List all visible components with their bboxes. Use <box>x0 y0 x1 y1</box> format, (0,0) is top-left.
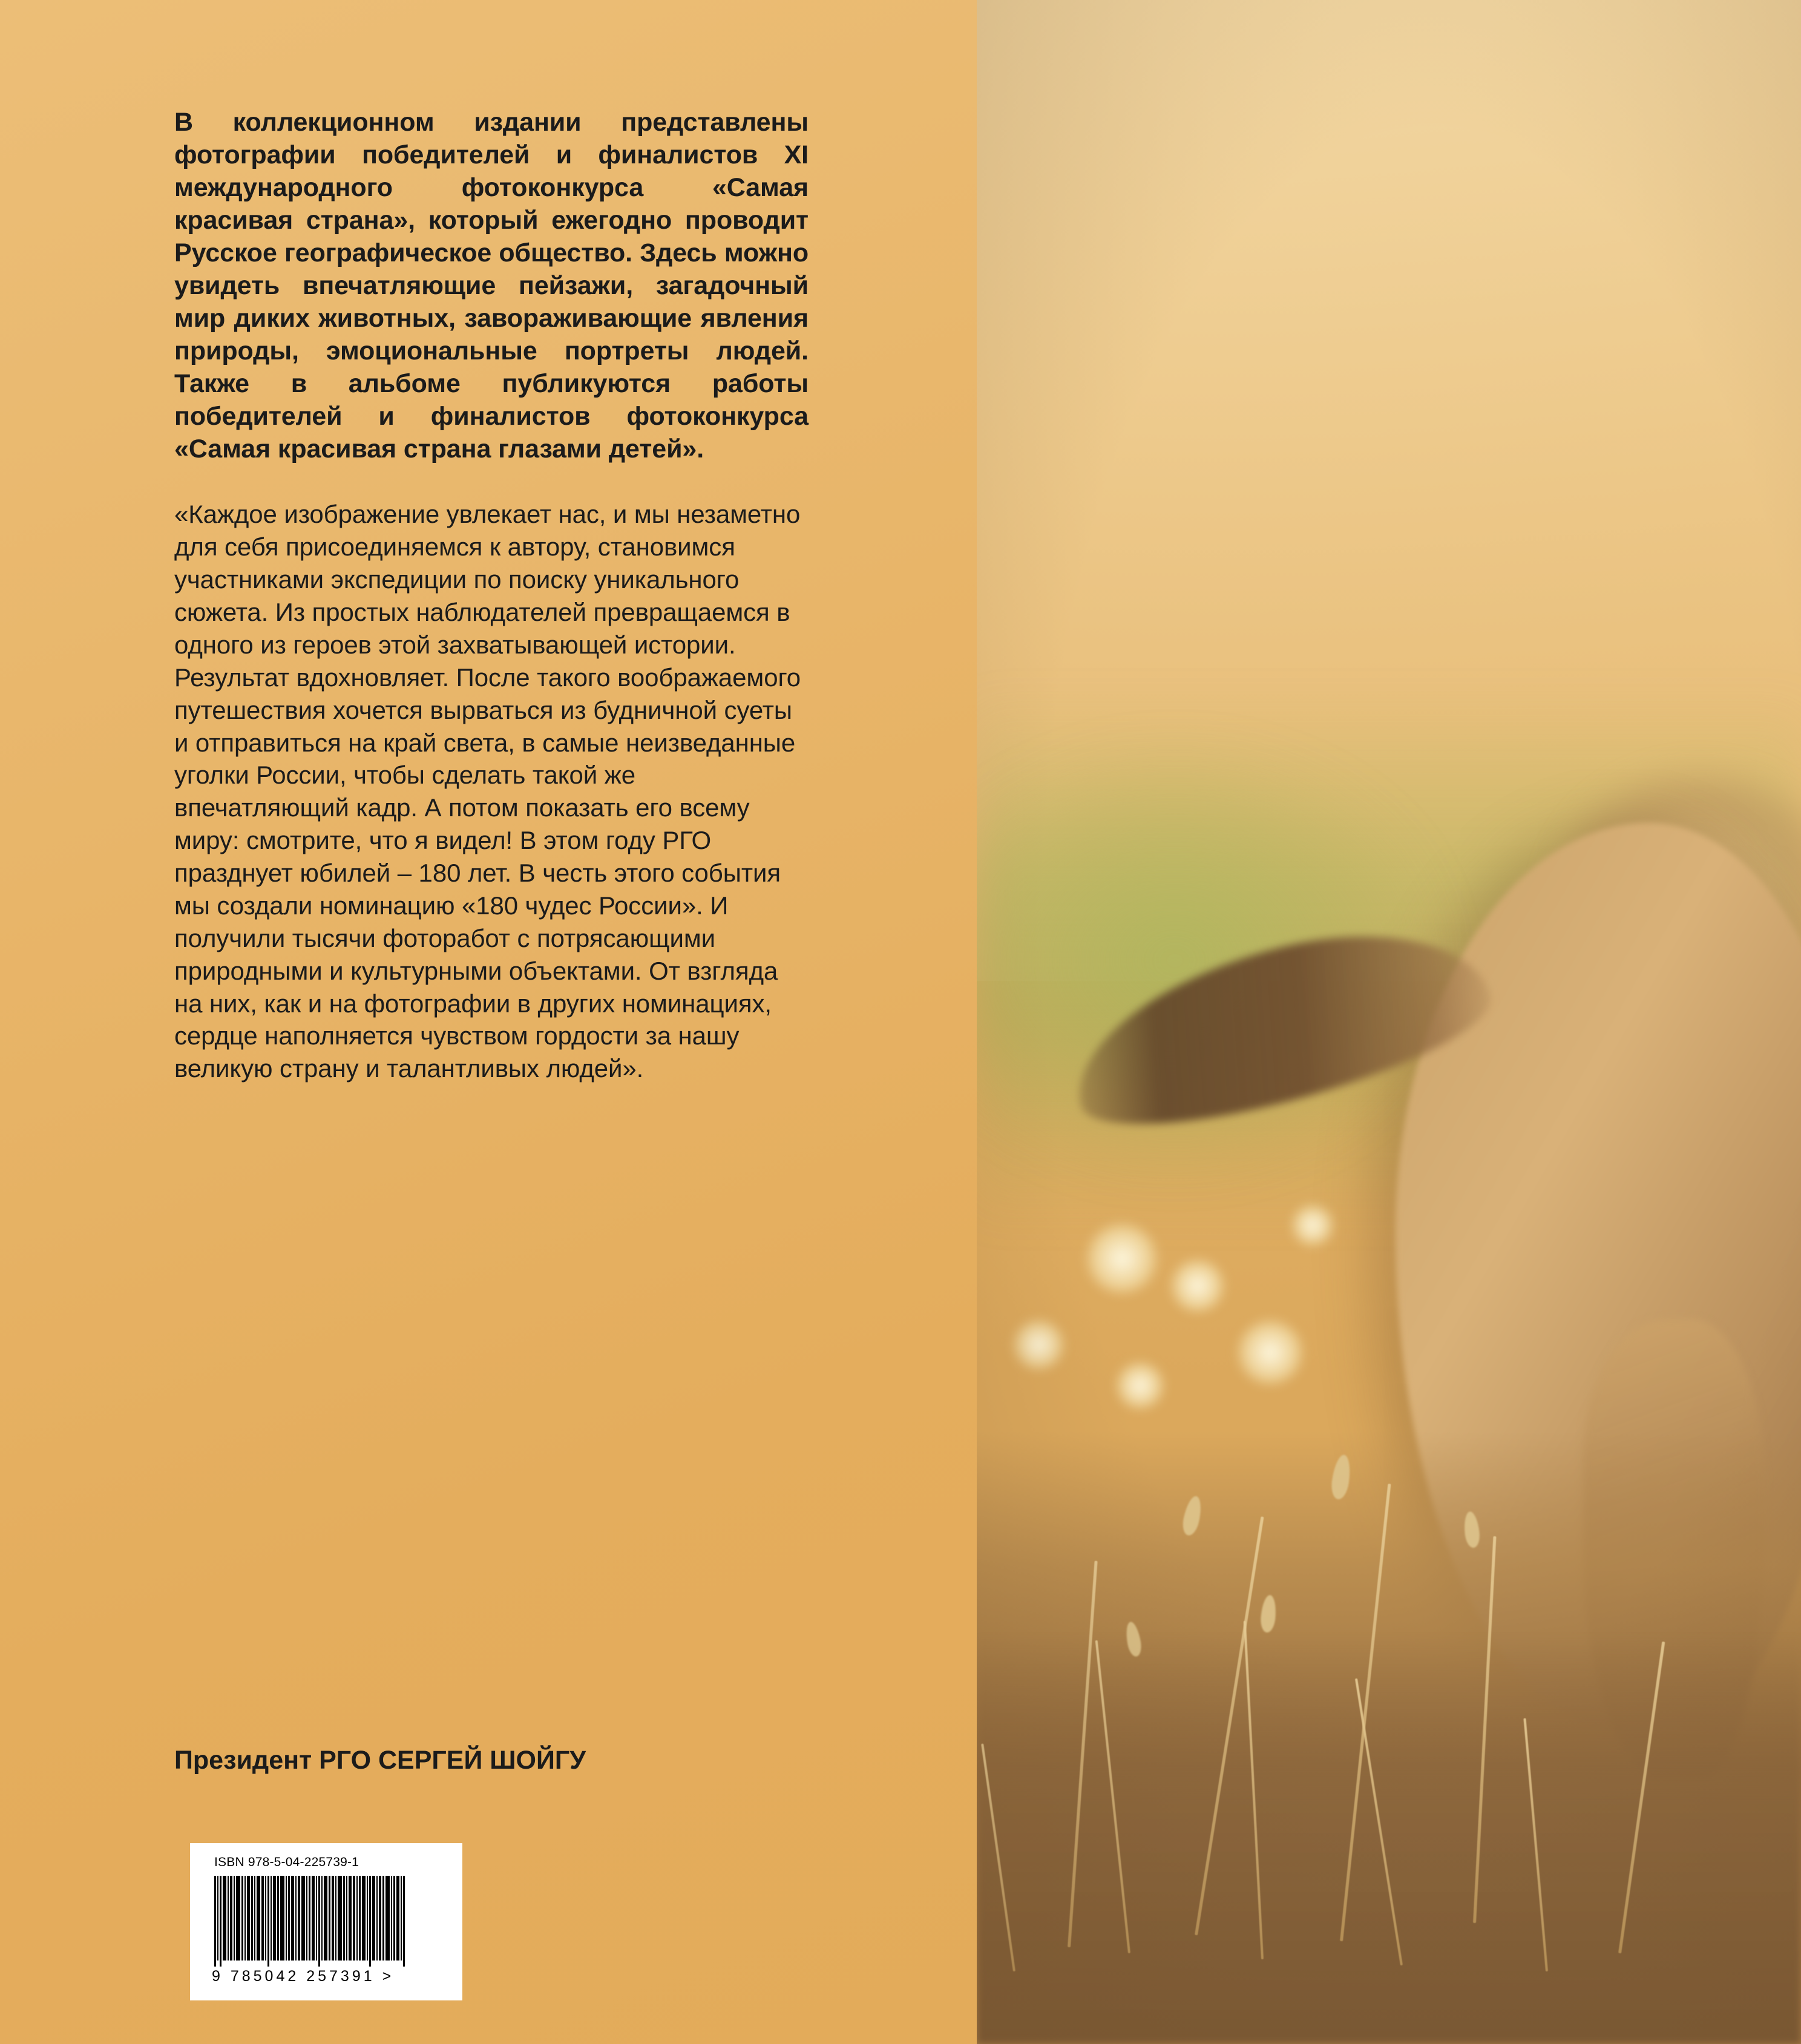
barcode-block <box>190 1843 462 2000</box>
photo-vignette <box>977 0 1801 2044</box>
annotation-text-block <box>174 106 809 1085</box>
barcode-digits: 9 785042 257391 > <box>212 1968 395 1985</box>
barcode-bars <box>214 1876 450 1967</box>
isbn-label: ISBN 978-5-04-225739-1 <box>214 1855 359 1869</box>
annotation-paragraph: В коллекционном издании представлены фотографии победителей и финалистов XI международного фотоконкурса «Самая красивая страна», который ежегодно проводит Русское географическое общество. Здесь можно увидеть впечатляющие пейзажи, загадочный мир диких животных, завораживающие явления природы, эмоциональные портреты людей. Также в альбоме публикуются работы победителей и финалистов фотоконкурса «Самая красивая страна глазами детей». <box>174 108 809 464</box>
cover-photograph <box>977 0 1801 2044</box>
signature-line: Президент РГО СЕРГЕЙ ШОЙГУ <box>174 1746 586 1775</box>
quote-paragraph: «Каждое изображение увлекает нас, и мы незаметно для себя присоединяемся к автору, становимся участниками экспедиции по поиску уникального сюжета. Из простых наблюдателей превращаемся в одного из героев этой захватывающей истории. Результат вдохновляет. После такого воображаемого путешествия хочется вырваться из будничной суеты и отправиться на край света, в самые неизведанные уголки России, чтобы сделать такой же впечатляющий кадр. А потом показать его всему миру: смотрите, что я видел! В этом году РГО празднует юбилей – 180 лет. В честь этого события мы создали номинацию «180 чудес России». И получили тысячи фоторабот с потрясающими природными и культурными объектами. От взгляда на них, как и на фотографии в других номинациях, сердце наполняется чувством гордости за нашу великую страну и талантливых людей». <box>174 500 801 1083</box>
